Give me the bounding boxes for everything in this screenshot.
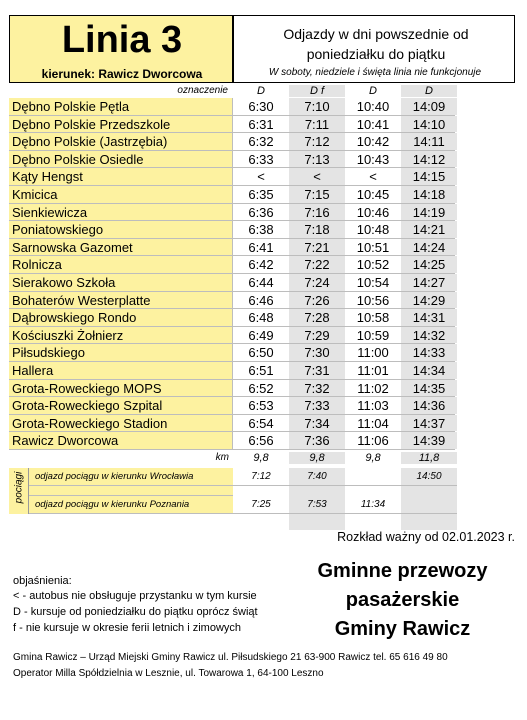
line-title-box (9, 15, 233, 65)
departure-time: 14:35 (401, 380, 457, 397)
km-value: 11,8 (401, 452, 457, 464)
km-value: 9,8 (289, 452, 345, 464)
stop-name: Kąty Hengst (9, 168, 233, 185)
departure-time: 10:48 (345, 221, 401, 238)
stop-name: Sarnowska Gazomet (9, 239, 233, 256)
departure-time: 14:29 (401, 292, 457, 309)
departure-time: 7:22 (289, 256, 345, 273)
departure-time: 14:36 (401, 397, 457, 414)
stop-name: Rolnicza (9, 256, 233, 273)
departure-time: 11:00 (345, 344, 401, 361)
stop-name: Sierakowo Szkoła (9, 274, 233, 291)
departure-time: 14:32 (401, 327, 457, 344)
departure-time: 11:02 (345, 380, 401, 397)
departure-time: 7:12 (289, 133, 345, 150)
departure-time: 6:44 (233, 274, 289, 291)
direction-box (9, 65, 233, 83)
departure-time: 11:01 (345, 362, 401, 379)
departure-time: 11:04 (345, 415, 401, 432)
weekend-note: W soboty, niedziele i święta linia nie funkcjonuje (268, 67, 482, 78)
trains-side-label (9, 468, 29, 514)
table-row (9, 274, 455, 292)
train-spacer (29, 486, 233, 496)
company-name-line: Gminne przewozy (317, 560, 488, 582)
line-title: Linia 3 (61, 19, 183, 61)
departure-time: 7:15 (289, 186, 345, 203)
departure-time: 7:18 (289, 221, 345, 238)
departure-time: 10:52 (345, 256, 401, 273)
operating-days-box (233, 15, 515, 83)
departure-time: 10:54 (345, 274, 401, 291)
departure-time: 7:28 (289, 309, 345, 326)
company-name-line: Gminy Rawicz (334, 618, 471, 640)
stop-name: Grota-Roweckiego MOPS (9, 380, 233, 397)
departure-time: 10:40 (345, 98, 401, 115)
stop-name: Dębno Polskie Osiedle (9, 151, 233, 168)
train-time: 7:12 (233, 468, 289, 486)
stop-name: Dębno Polskie Pętla (9, 98, 233, 115)
train-time: 7:25 (233, 496, 289, 514)
footer-address: Gmina Rawicz – Urząd Miejski Gminy Rawicz ul. Piłsudskiego 21 63-900 Rawicz tel. 65 616 49 80 (13, 652, 448, 663)
departure-time: 14:18 (401, 186, 457, 203)
departure-time: < (289, 168, 345, 185)
departure-time: 7:29 (289, 327, 345, 344)
departure-time: 14:21 (401, 221, 457, 238)
departure-time: 7:26 (289, 292, 345, 309)
table-row (9, 133, 455, 151)
marking-label: oznaczenie (177, 85, 228, 96)
trains-label: pociągi (13, 471, 25, 504)
km-value: 9,8 (253, 452, 269, 464)
departure-time: 7:10 (289, 98, 345, 115)
stop-name: Poniatowskiego (9, 221, 233, 238)
departure-time: 6:54 (233, 415, 289, 432)
departure-time: 14:37 (401, 415, 457, 432)
departure-time: 7:30 (289, 344, 345, 361)
train-time: 14:50 (401, 468, 457, 486)
table-row (9, 432, 455, 450)
stop-name: Kościuszki Żołnierz (9, 327, 233, 344)
table-row (9, 98, 455, 116)
train-row-label: odjazd pociągu w kierunku Poznania (29, 496, 233, 514)
stop-name: Dębno Polskie (Jastrzębia) (9, 133, 233, 150)
table-row (9, 239, 455, 257)
stop-name: Piłsudskiego (9, 344, 233, 361)
table-row (9, 256, 455, 274)
departure-time: 7:13 (289, 151, 345, 168)
table-row (9, 221, 455, 239)
departure-time: 10:59 (345, 327, 401, 344)
table-row (9, 344, 455, 362)
departure-time: 10:43 (345, 151, 401, 168)
legend-item: f - nie kursuje w okresie ferii letnich i zimowych (13, 622, 242, 634)
departure-time: < (233, 168, 289, 185)
operating-days-text: Odjazdy w dni powszednie od poniedziałku do piątku (283, 26, 469, 62)
departure-time: 6:51 (233, 362, 289, 379)
train-row-label: odjazd pociągu w kierunku Wrocławia (29, 468, 233, 486)
departure-time: 14:09 (401, 98, 457, 115)
departure-time: 6:49 (233, 327, 289, 344)
departure-time: 14:33 (401, 344, 457, 361)
departure-time: 10:51 (345, 239, 401, 256)
departure-time: 14:34 (401, 362, 457, 379)
course-mark: D (401, 85, 457, 97)
departure-time: 7:32 (289, 380, 345, 397)
table-row (9, 415, 455, 433)
stop-name: Rawicz Dworcowa (9, 432, 233, 449)
departure-time: 6:41 (233, 239, 289, 256)
departure-time: 6:52 (233, 380, 289, 397)
departure-time: 7:11 (289, 116, 345, 133)
departure-time: 6:56 (233, 432, 289, 449)
timetable (9, 98, 455, 450)
departure-time: 14:11 (401, 133, 457, 150)
departure-time: 14:31 (401, 309, 457, 326)
footer-operator: Operator Milla Spółdzielnia w Lesznie, ul. Towarowa 1, 64-100 Leszno (13, 668, 324, 679)
stop-name: Dębno Polskie Przedszkole (9, 116, 233, 133)
table-row (9, 116, 455, 134)
departure-time: 14:19 (401, 204, 457, 221)
departure-time: 14:25 (401, 256, 457, 273)
departure-time: 10:45 (345, 186, 401, 203)
departure-time: 14:27 (401, 274, 457, 291)
stop-name: Kmicica (9, 186, 233, 203)
departure-time: 10:56 (345, 292, 401, 309)
train-time: 11:34 (345, 496, 401, 514)
departure-time: 11:03 (345, 397, 401, 414)
train-time (401, 496, 457, 514)
departure-time: 6:36 (233, 204, 289, 221)
table-row (9, 292, 455, 310)
direction-label: kierunek: Rawicz Dworcowa (41, 67, 203, 81)
train-time: 7:53 (289, 496, 345, 514)
departure-time: 6:48 (233, 309, 289, 326)
departure-time: 6:46 (233, 292, 289, 309)
departure-time: 14:39 (401, 432, 457, 449)
departure-time: 7:16 (289, 204, 345, 221)
table-row (9, 327, 455, 345)
km-value: 9,8 (365, 452, 381, 464)
departure-time: 7:31 (289, 362, 345, 379)
stop-name: Grota-Roweckiego Szpital (9, 397, 233, 414)
departure-time: 6:38 (233, 221, 289, 238)
table-row (9, 186, 455, 204)
departure-time: 10:42 (345, 133, 401, 150)
train-connections (9, 468, 455, 530)
company-name (300, 557, 505, 644)
legend-title: objaśnienia: (13, 575, 72, 587)
departure-time: 7:24 (289, 274, 345, 291)
legend-item: D - kursuje od poniedziałku do piątku oprócz świąt (13, 606, 258, 618)
course-mark: D (369, 85, 377, 97)
table-row (9, 362, 455, 380)
departure-time: 10:58 (345, 309, 401, 326)
departure-time: 10:41 (345, 116, 401, 133)
course-mark: D (257, 85, 265, 97)
train-time: 7:40 (289, 468, 345, 486)
company-name-line: pasażerskie (345, 589, 460, 611)
table-row (9, 204, 455, 222)
km-label: km (215, 452, 229, 463)
table-row (9, 309, 455, 327)
departure-time: 6:32 (233, 133, 289, 150)
departure-time: 10:46 (345, 204, 401, 221)
departure-time: 6:35 (233, 186, 289, 203)
departure-time: 7:21 (289, 239, 345, 256)
departure-time: 6:53 (233, 397, 289, 414)
departure-time: 6:42 (233, 256, 289, 273)
stop-name: Dąbrowskiego Rondo (9, 309, 233, 326)
stop-name: Sienkiewicza (9, 204, 233, 221)
departure-time: 14:15 (401, 168, 457, 185)
departure-time: 6:31 (233, 116, 289, 133)
course-mark: D f (289, 85, 345, 97)
stop-name: Grota-Roweckiego Stadion (9, 415, 233, 432)
departure-time: 14:12 (401, 151, 457, 168)
departure-time: 11:06 (345, 432, 401, 449)
stop-name: Hallera (9, 362, 233, 379)
departure-time: 7:33 (289, 397, 345, 414)
departure-time: 14:10 (401, 116, 457, 133)
departure-time: 14:24 (401, 239, 457, 256)
departure-time: 7:36 (289, 432, 345, 449)
table-row (9, 151, 455, 169)
train-time (345, 468, 401, 486)
departure-time: 6:30 (233, 98, 289, 115)
departure-time: 6:33 (233, 151, 289, 168)
validity-note: Rozkład ważny od 02.01.2023 r. (337, 530, 515, 544)
table-row (9, 397, 455, 415)
table-row (9, 380, 455, 398)
km-row (9, 452, 455, 467)
departure-time: < (345, 168, 401, 185)
departure-time: 7:34 (289, 415, 345, 432)
stop-name: Bohaterów Westerplatte (9, 292, 233, 309)
legend-item: < - autobus nie obsługuje przystanku w tym kursie (13, 590, 257, 602)
table-row (9, 168, 455, 186)
departure-time: 6:50 (233, 344, 289, 361)
